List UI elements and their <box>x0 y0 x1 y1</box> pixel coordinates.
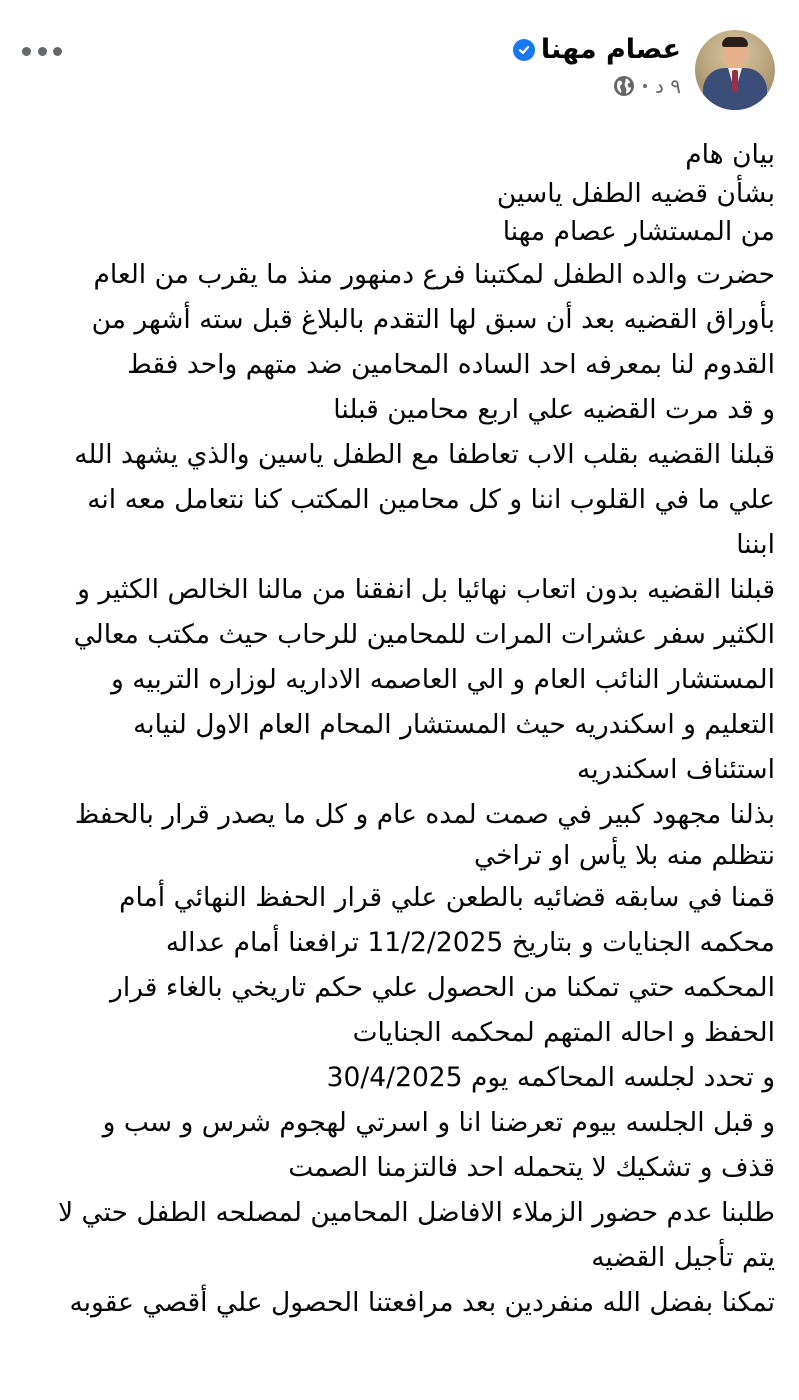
post-line: قبلنا القضيه بدون اتعاب نهائيا بل انفقنا من مالنا الخالص الكثير و <box>77 573 775 605</box>
post-line: قبلنا القضيه بقلب الاب تعاطفا مع الطفل ياسين والذي يشهد الله <box>74 438 775 470</box>
more-options-icon-dot <box>38 47 47 56</box>
post-line: قمنا في سابقه قضائيه بالطعن علي قرار الحفظ النهائي أمام <box>119 882 775 913</box>
post-timestamp[interactable]: ٩ د <box>654 74 681 98</box>
post-line: يتم تأجيل القضيه <box>591 1242 775 1273</box>
post-header <box>0 30 799 114</box>
more-options-button[interactable] <box>22 36 62 66</box>
post-line: ابننا <box>736 528 775 560</box>
post-line: حضرت والده الطفل لمكتبنا فرع دمنهور منذ ما يقرب من العام <box>93 258 775 290</box>
post-line: بيان هام <box>685 139 775 170</box>
avatar-tie <box>732 70 738 92</box>
post-line: نتظلم منه بلا يأس او تراخي <box>473 839 775 871</box>
author-avatar[interactable] <box>695 30 775 110</box>
post-line: و قد مرت القضيه علي اربع محامين قبلنا <box>333 393 775 425</box>
post-line: الكثير سفر عشرات المرات للمحامين للرحاب حيث مكتب معالي <box>73 618 775 650</box>
post-line: المستشار النائب العام و الي العاصمه الاداريه لوزاره التربيه و <box>110 663 775 695</box>
author-row <box>513 32 681 68</box>
post-line: بأوراق القضيه بعد أن سبق لها التقدم بالبلاغ قبل سته أشهر من <box>91 303 775 335</box>
post-line: القدوم لنا بمعرفه احد الساده المحامين ضد متهم واحد فقط <box>127 348 775 380</box>
post-line: طلبنا عدم حضور الزملاء الافاضل المحامين لمصلحه الطفل حتي لا <box>57 1197 775 1228</box>
post-line: محكمه الجنايات و بتاريخ 11/2/2025 ترافعنا أمام عداله <box>165 927 775 958</box>
post-meta <box>513 74 681 98</box>
verified-badge-icon <box>513 39 535 61</box>
post-line: تمكنا بفضل الله منفردين بعد مرافعتنا الحصول علي أقصي عقوبه <box>69 1287 775 1318</box>
post-line: التعليم و اسكندريه حيث المستشار المحام العام الاول لنيابه <box>133 708 775 740</box>
post-line: استئناف اسكندريه <box>576 753 775 785</box>
post-line: و قبل الجلسه بيوم تعرضنا انا و اسرتي لهجوم شرس و سب و <box>102 1107 775 1138</box>
more-options-icon <box>22 47 31 56</box>
post-line: من المستشار عصام مهنا <box>502 216 775 247</box>
globe-icon[interactable] <box>613 75 635 97</box>
post-line: بشأن قضيه الطفل ياسين <box>496 177 775 209</box>
post-line: الحفظ و احاله المتهم لمحكمه الجنايات <box>352 1017 775 1048</box>
meta-separator <box>643 84 647 88</box>
post-line: بذلنا مجهود كبير في صمت لمده عام و كل ما يصدر قرار بالحفظ <box>74 798 775 830</box>
avatar-hair <box>722 37 748 47</box>
author-name[interactable]: عصام مهنا <box>540 34 681 65</box>
author-block <box>513 32 681 98</box>
post-line: علي ما في القلوب اننا و كل محامين المكتب كنا نتعامل معه انه <box>87 483 775 515</box>
more-options-icon-dot <box>53 47 62 56</box>
post-line: قذف و تشكيك لا يتحمله احد فالتزمنا الصمت <box>288 1152 775 1183</box>
post-line: و تحدد لجلسه المحاكمه يوم 30/4/2025 <box>326 1062 775 1093</box>
post-body <box>40 136 775 1325</box>
post-line: المحكمه حتي تمكنا من الحصول علي حكم تاريخي بالغاء قرار <box>110 972 775 1003</box>
